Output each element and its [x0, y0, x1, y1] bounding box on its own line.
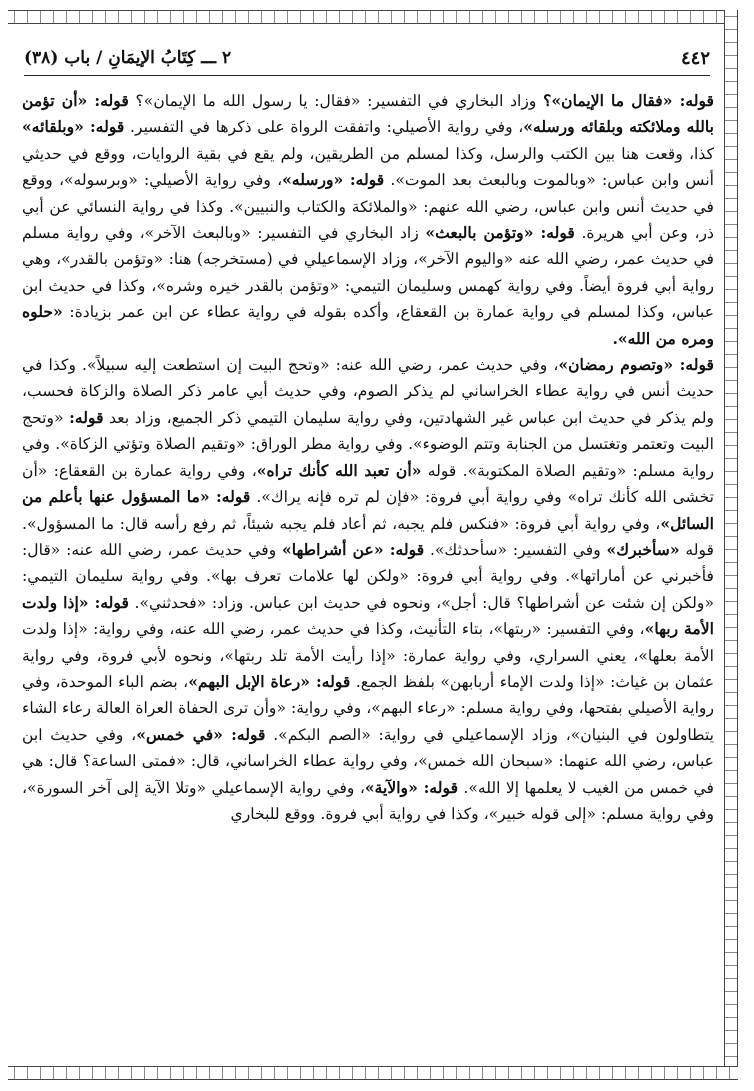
text-run: ، بضم الباء الموحدة، وفي رواية الأصيلي بفتحها، وفي رواية مسلم: «رعاء البهم»، وفي رواية: «وأن ترى الحفاة العراة العالة رعاء الشاء يتطاولون في البنيان»، وزاد الإسماعيلي في رواية: «الصم البكم». [22, 672, 714, 744]
text-run: وزاد البخاري في التفسير: «فقال: يا رسول الله ما الإيمان»؟ [128, 92, 544, 110]
text-run: كذا، وقعت هنا بين الكتب والرسل، وكذا لمسلم من الطريقين، ولم يقع في بقية الروايات، ووقع في حديثي أنس وابن عباس: «وبالموت وبالبعث بعد الموت». [22, 144, 714, 190]
text-run: ، وفي رواية عمارة بن القعقاع: «أن تخشى الله كأنك تراه» وفي رواية أبي فروة: «فإن لم تره فإنه يراك». [22, 461, 714, 507]
header-rule [24, 75, 710, 76]
bold-phrase: «سأخبرك» [606, 539, 680, 559]
decorative-border-bottom [8, 1066, 738, 1080]
text-run: «وتحج البيت وتعتمر وتغتسل من الجنابة وتتم الوضوء». وفي رواية مطر الوراق: «وتقيم الصلاة وتؤتي الزكاة». وفي رواية مسلم: «وتقيم الصلاة المكتوبة». قوله [22, 408, 714, 480]
bold-phrase: قوله: «ورسله» [282, 170, 385, 190]
text-run: ، وفي حديث ابن عباس، رضي الله عنهما: «سبحان الله خمس»، وفي رواية عطاء الخراساني، قال: «فمتى الساعة؟ قال: هي في خمس من الغيب لا يعلمها إلا الله». [22, 725, 714, 797]
bold-phrase: «حلوه ومره من الله». [22, 302, 714, 348]
text-run: وفي التفسير: «سأحدثك». [424, 540, 607, 559]
text-run: ، وفي التفسير: «ربتها»، بتاء التأنيث، وكذا في حديث عمر، رضي الله عنه، وفي رواية: «إذا ولدت الأمة بعلها»، يعني السراري، وفي رواية عمارة: «إذا رأيت الأمة تلد ربتها»، ونحوه لأبي فروة، وفي رواية عثمان بن غياث: «إذا ولدت الإماء أربابهن» بلفظ الجمع. [22, 620, 714, 691]
bold-phrase: قوله: «إذا ولدت الأمة ربها» [22, 592, 714, 639]
bold-phrase: قوله: «أن تؤمن بالله وملائكته وبلقائه ورسله» [22, 91, 715, 137]
running-title: ٢ ـــ كِتَابُ الإيمَانِ / باب (٣٨) [24, 48, 232, 68]
text-run: ، وفي رواية الإسماعيلي «وتلا الآية إلى آخر السورة»، وفي رواية مسلم: «إلى قوله خبير»، وكذا في رواية أبي فروة. ووقع للبخاري [22, 778, 714, 823]
bold-phrase: قوله: «رعاة الإبل البهم» [188, 671, 351, 691]
paragraph [22, 88, 714, 352]
text-run: زاد البخاري في التفسير: «وبالبعث الآخر»، وفي رواية مسلم في حديث عمر، رضي الله عنه «واليوم الآخر»، وزاد الإسماعيلي في (مستخرجه) هنا: «وتؤمن بالقدر»، وهي رواية أبي فروة أيضاً. وفي رواية كهمس وسليمان التيمي: «وتؤمن بالقدر خيره وشره»، وكذا في حديث ابن عباس، وكذا لمسلم في رواية عمارة بن القعقاع، وأكده بقوله في رواية عطاء عن ابن عمر بزيادة: [22, 224, 714, 322]
bold-phrase: قوله: «فقال ما الإيمان»؟ [543, 91, 714, 110]
bold-phrase: قوله: [69, 407, 104, 427]
bold-phrase: قوله: «وبلقائه» [22, 117, 125, 137]
bold-phrase: قوله: «وتؤمن بالبعث» [425, 223, 575, 243]
page-number: ٤٤٢ [680, 48, 710, 69]
bold-phrase: قوله: «وتصوم رمضان» [558, 355, 714, 375]
page-header [24, 44, 710, 76]
text-run: وفي حديث عمر، رضي الله عنه: «قال: فأخبرني عن أماراتها». وفي رواية أبي فروة: «ولكن لها علامات تعرف بها». وفي رواية سليمان التيمي: «ولكن إن شئت عن أشراطها؟ قال: أجل»، ونحوه في حديث ابن عباس. وزاد: «فحدثني». [22, 540, 714, 612]
text-run: ، وفي رواية أبي فروة: «فنكس فلم يجبه، ثم أعاد فلم يجبه شيئاً، ثم رفع رأسه قال: ما المسؤول». قوله [22, 514, 714, 559]
text-run: ، وفي رواية الأصيلي: «وبرسوله»، ووقع في حديث أنس وابن عباس، رضي الله عنهم: «والملائكة والكتاب والنبيين». وكذا في رواية النسائي عن أبي ذر، وعن أبي هريرة. [22, 171, 714, 243]
text-run: ، وفي حديث عمر، رضي الله عنه: «وتحج البيت إن استطعت إليه سبيلاً». وكذا في حديث أنس في رواية عطاء الخراساني لم يذكر الصوم، وفي حديث أبي عامر ذكر الصلاة والزكاة فحسب، ولم يذكر في حديث ابن عباس غير الشهادتين، وفي رواية سليمان التيمي ذكر الجميع، وزاد بعد [22, 356, 715, 427]
bold-phrase: قوله: «في خمس» [136, 724, 266, 744]
paragraph [22, 352, 714, 827]
bold-phrase: «أن تعبد الله كأنك تراه» [256, 460, 422, 480]
bold-phrase: قوله: «عن أشراطها» [282, 539, 425, 559]
decorative-border-top [8, 10, 738, 24]
bold-phrase: قوله: «ما المسؤول عنها بأعلم من السائل» [22, 487, 714, 533]
text-run: ، وفي رواية الأصيلي: واتفقت الرواة على ذكرها في التفسير. [124, 118, 524, 137]
decorative-border-right [724, 10, 738, 1080]
bold-phrase: قوله: «والآية» [364, 777, 459, 797]
body-text [22, 88, 714, 827]
